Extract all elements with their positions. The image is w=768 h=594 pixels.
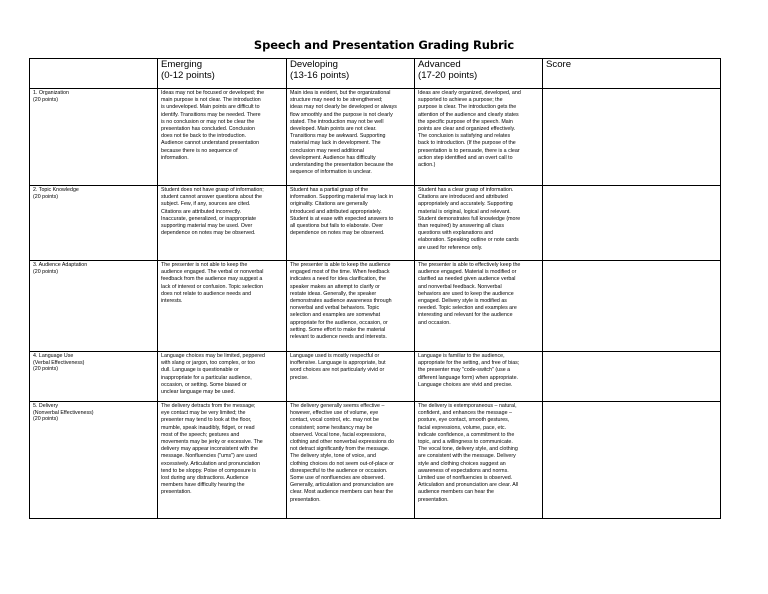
cell-text-line: confident, and enhances the message – bbox=[418, 410, 512, 417]
header-emerging-range: (0-12 points) bbox=[161, 69, 215, 81]
cell-text-line: engaged. Delivery style is modified as bbox=[418, 298, 507, 305]
cell-text-line: the specific purpose of the speech. Main bbox=[418, 118, 513, 125]
cell-text-line: observed. Vocal tone, facial expressions, bbox=[290, 431, 386, 438]
cell-text-line: demonstrates audience awareness through bbox=[290, 298, 392, 305]
header-advanced bbox=[415, 59, 543, 89]
developing-cell bbox=[287, 352, 415, 402]
score-cell[interactable] bbox=[543, 89, 721, 186]
cell-text-line: The delivery style, tone of voice, and bbox=[290, 453, 376, 460]
developing-cell bbox=[287, 402, 415, 519]
cell-text-line: Language choices may be limited, peppered bbox=[161, 353, 265, 359]
cell-text-line: ideas may not clearly be developed or always bbox=[290, 104, 397, 111]
cell-text-line: are consistent with the message. Delivery bbox=[418, 453, 516, 460]
cell-text-line: main purpose is not clear. The introduction bbox=[161, 97, 261, 104]
cell-text-line: (Verbal Effectiveness) bbox=[33, 359, 85, 366]
cell-text-line: conclusion may need additional bbox=[290, 147, 364, 154]
cell-text-line: different language form) when appropriate. bbox=[418, 374, 519, 381]
cell-text-line: indicates a need for idea clarification, the bbox=[290, 276, 386, 283]
rubric-row bbox=[30, 402, 721, 519]
cell-text-line: attention of the audience and clearly states bbox=[418, 111, 519, 118]
cell-text-line: unclear language may be used. bbox=[161, 389, 235, 396]
cell-text-line: Transitions may be awkward. Supporting bbox=[290, 133, 386, 140]
cell-text-line: message. Nonfluencies ("ums") are used bbox=[161, 453, 257, 460]
cell-text-line: elaboration. Speaking outline or note cards bbox=[418, 237, 519, 244]
cell-text-line: material may lack in development. The bbox=[290, 140, 381, 147]
cell-text-line: 5. Delivery bbox=[33, 403, 59, 409]
cell-text-line: presenter may tend to look at the floor, bbox=[161, 417, 252, 424]
score-cell[interactable] bbox=[543, 186, 721, 261]
cell-text-line: excessively. Articulation and pronunciation bbox=[161, 460, 261, 467]
cell-text-line: clarified as needed given audience verbal bbox=[418, 276, 516, 283]
cell-text-line: Main idea is evident, but the organizational bbox=[290, 90, 391, 96]
header-developing bbox=[287, 59, 415, 89]
cell-text-line: 1. Organization bbox=[33, 90, 69, 96]
emerging-cell bbox=[158, 402, 287, 519]
cell-text-line: however, effective use of volume, eye bbox=[290, 410, 379, 417]
advanced-cell bbox=[415, 89, 543, 186]
cell-text-line: student cannot answer questions about the bbox=[161, 194, 263, 201]
cell-text-line: 3. Audience Adaptation bbox=[33, 262, 88, 268]
cell-text-line: nonverbal and verbal behaviors. Topic bbox=[290, 305, 380, 312]
developing-cell bbox=[287, 261, 415, 352]
cell-text-line: (20 points) bbox=[33, 366, 59, 372]
cell-text-line: setting. Some effort to make the material bbox=[290, 326, 386, 333]
cell-text-line: Student has a clear grasp of information. bbox=[418, 187, 514, 193]
cell-text-line: the presenter may "code-switch" (use a bbox=[418, 367, 511, 374]
cell-text-line: Limited use of nonfluencies is observed. bbox=[418, 475, 513, 482]
cell-text-line: purpose is clear. The introduction gets the bbox=[418, 104, 517, 111]
score-cell[interactable] bbox=[543, 261, 721, 352]
cell-text-line: Generally, articulation and pronunciation are bbox=[290, 482, 394, 489]
emerging-cell bbox=[158, 186, 287, 261]
cell-text-line: delivery may appear inconsistent with the bbox=[161, 446, 258, 453]
cell-text-line: dependence on notes may be observed. bbox=[161, 230, 256, 237]
cell-text-line: Language used is mostly respectful or bbox=[290, 353, 380, 359]
cell-text-line: points are clear and organized effectively. bbox=[418, 126, 516, 133]
cell-text-line: dull. Language is questionable or bbox=[161, 367, 239, 374]
emerging-cell bbox=[158, 89, 287, 186]
cell-text-line: Inaccurate, generalized, or inappropriate bbox=[161, 215, 257, 222]
cell-text-line: posture, eye contact, smooth gestures, bbox=[418, 417, 510, 424]
cell-text-line: Student does not have grasp of information; bbox=[161, 187, 264, 193]
developing-cell bbox=[287, 89, 415, 186]
cell-text-line: presentation has concluded. Conclusion bbox=[161, 126, 255, 133]
cell-text-line: presentation. bbox=[418, 496, 449, 503]
cell-text-line: clear. Most audience members can hear the bbox=[290, 489, 394, 496]
cell-text-line: all questions but fails to elaborate. Over bbox=[290, 223, 384, 230]
cell-text-line: The delivery detracts from the message; bbox=[161, 403, 256, 409]
header-advanced-label: Advanced bbox=[418, 59, 461, 70]
cell-text-line: appropriate for the audience, occasion, or bbox=[290, 319, 388, 326]
cell-text-line: engaged most of the time. When feedback bbox=[290, 269, 390, 276]
cell-text-line: is no conclusion or may not be clear the bbox=[161, 118, 255, 125]
cell-text-line: and occasion. bbox=[418, 319, 451, 326]
cell-text-line: members have difficulty hearing the bbox=[161, 482, 245, 489]
cell-text-line: indicate confidence, a commitment to the bbox=[418, 431, 515, 438]
cell-text-line: (20 points) bbox=[33, 193, 59, 200]
cell-text-line: inoffensive. Language is appropriate, but bbox=[290, 360, 386, 367]
cell-text-line: occasion, or setting. Some biased or bbox=[161, 381, 247, 388]
cell-text-line: lack of interest or confusion. Topic selection bbox=[161, 283, 264, 290]
cell-text-line: (20 points) bbox=[33, 96, 59, 103]
cell-text-line: back to introduction. (If the purpose of the bbox=[418, 140, 516, 147]
emerging-cell bbox=[158, 261, 287, 352]
score-cell[interactable] bbox=[543, 352, 721, 402]
cell-text-line: disrespectful to the audience or occasion. bbox=[290, 467, 388, 474]
cell-text-line: understanding the presentation because the bbox=[290, 162, 394, 169]
cell-text-line: dependence on notes may be observed. bbox=[290, 230, 385, 237]
cell-text-line: because there is no sequence of bbox=[161, 147, 238, 154]
cell-text-line: The conclusion is satisfying and relates bbox=[418, 133, 511, 140]
cell-text-line: information. bbox=[161, 154, 189, 161]
header-row bbox=[30, 59, 721, 89]
cell-text-line: originality. Citations are generally bbox=[290, 201, 368, 208]
cell-text-line: word choices are not particularly vivid or bbox=[290, 367, 385, 374]
cell-text-line: are used for reference only. bbox=[418, 244, 483, 251]
cell-text-line: Language choices are vivid and precise. bbox=[418, 381, 513, 388]
cell-text-line: 4. Language Use bbox=[33, 353, 74, 359]
cell-text-line: questions with explanations and bbox=[418, 230, 494, 237]
cell-text-line: subject. Few, if any, sources are cited. bbox=[161, 201, 251, 208]
cell-text-line: flow smoothly and the purpose is not clearly bbox=[290, 111, 393, 118]
cell-text-line: does not relate to audience needs and bbox=[161, 290, 252, 297]
score-cell[interactable] bbox=[543, 402, 721, 519]
cell-text-line: does not tie back to the introduction. bbox=[161, 133, 247, 140]
cell-text-line: speaker makes an attempt to clarify or bbox=[290, 283, 380, 290]
cell-text-line: not detract significantly from the message. bbox=[290, 446, 390, 453]
cell-text-line: inappropriate for a particular audience, bbox=[161, 374, 252, 381]
cell-text-line: action step identified and an overt call to bbox=[418, 154, 513, 161]
header-developing-range: (13-16 points) bbox=[290, 69, 350, 81]
cell-text-line: Ideas may not be focused or developed; the bbox=[161, 90, 265, 96]
header-criteria bbox=[30, 59, 158, 89]
cell-text-line: is undeveloped. Main points are difficult to bbox=[161, 104, 260, 111]
emerging-cell bbox=[158, 352, 287, 402]
cell-text-line: presentation. bbox=[161, 489, 192, 496]
cell-text-line: audience engaged. The verbal or nonverbal bbox=[161, 269, 264, 276]
cell-text-line: action.) bbox=[418, 162, 436, 169]
cell-text-line: Citations are introduced and attributed bbox=[418, 194, 508, 201]
criterion-cell bbox=[30, 89, 158, 186]
cell-text-line: tend to be sloppy. Poise of composure is bbox=[161, 467, 257, 474]
cell-text-line: feedback from the audience may suggest a bbox=[161, 276, 263, 283]
cell-text-line: Student demonstrates full knowledge (more bbox=[418, 215, 521, 222]
cell-text-line: material is original, logical and relevant. bbox=[418, 208, 511, 215]
cell-text-line: style and clothing choices suggest an bbox=[418, 460, 506, 467]
criterion-cell bbox=[30, 352, 158, 402]
header-score bbox=[543, 59, 721, 89]
cell-text-line: interests. bbox=[161, 298, 183, 305]
rubric-row bbox=[30, 261, 721, 352]
header-score-label: Score bbox=[546, 59, 572, 70]
cell-text-line: clothing and other nonverbal expressions do bbox=[290, 439, 394, 446]
cell-text-line: Student has a partial grasp of the bbox=[290, 187, 369, 193]
cell-text-line: The presenter is able to effectively keep the bbox=[418, 262, 521, 268]
cell-text-line: introduced and attributed appropriately. bbox=[290, 208, 382, 215]
cell-text-line: with slang or jargon, too complex, or too bbox=[161, 360, 255, 367]
cell-text-line: and nonverbal feedback. Nonverbal bbox=[418, 283, 502, 290]
cell-text-line: movements may be jerky or excessive. The bbox=[161, 439, 263, 446]
cell-text-line: Student is at ease with expected answers to bbox=[290, 215, 394, 222]
cell-text-line: The delivery generally seems effective – bbox=[290, 403, 385, 409]
rubric-row bbox=[30, 89, 721, 186]
cell-text-line: appropriately and accurately. Supporting bbox=[418, 201, 513, 208]
cell-text-line: topic, and a willingness to communicate. bbox=[418, 439, 513, 446]
advanced-cell bbox=[415, 186, 543, 261]
cell-text-line: selection and examples are somewhat bbox=[290, 312, 381, 319]
header-developing-label: Developing bbox=[290, 59, 339, 70]
cell-text-line: behaviors are used to keep the audience bbox=[418, 290, 514, 297]
cell-text-line: interesting and relevant for the audience bbox=[418, 312, 513, 319]
page-title: Speech and Presentation Grading Rubric bbox=[253, 38, 515, 52]
cell-text-line: (20 points) bbox=[33, 268, 59, 275]
rubric-row bbox=[30, 352, 721, 402]
cell-text-line: information. Supporting material may lack in bbox=[290, 194, 394, 201]
header-emerging-label: Emerging bbox=[161, 59, 203, 70]
criterion-cell bbox=[30, 402, 158, 519]
cell-text-line: relevant to audience needs and interests. bbox=[290, 334, 387, 341]
cell-text-line: consistent; some hesitancy may be bbox=[290, 424, 373, 431]
advanced-cell bbox=[415, 261, 543, 352]
cell-text-line: awareness of expectations and norms. bbox=[418, 467, 509, 474]
cell-text-line: development. Audience has difficulty bbox=[290, 154, 376, 161]
cell-text-line: The delivery is extemporaneous – natural, bbox=[418, 403, 517, 409]
cell-text-line: Articulation and pronunciation are clear. All bbox=[418, 482, 519, 489]
cell-text-line: stated. The introduction may not be well bbox=[290, 118, 384, 125]
header-emerging bbox=[158, 59, 287, 89]
cell-text-line: clothing choices do not seem out-of-place or bbox=[290, 460, 394, 467]
cell-text-line: mumble, speak inaudibly, fidget, or read bbox=[161, 424, 255, 431]
criterion-cell bbox=[30, 186, 158, 261]
cell-text-line: supporting material may be used. Over bbox=[161, 223, 253, 230]
cell-text-line: most of the speech; gestures and bbox=[161, 431, 240, 438]
cell-text-line: presentation. bbox=[290, 496, 321, 503]
cell-text-line: Audience cannot understand presentation bbox=[161, 140, 260, 147]
cell-text-line: lost during any distractions. Audience bbox=[161, 475, 249, 482]
rubric-table bbox=[29, 58, 721, 519]
cell-text-line: eye contact may be very limited; the bbox=[161, 410, 246, 417]
cell-text-line: identify. Transitions may be needed. There bbox=[161, 111, 261, 118]
cell-text-line: sequence of information is unclear. bbox=[290, 169, 372, 176]
cell-text-line: presentation is to persuade, there is a clear bbox=[418, 147, 520, 154]
cell-text-line: audience members can hear the bbox=[418, 489, 494, 496]
rubric-row bbox=[30, 186, 721, 261]
cell-text-line: The presenter is able to keep the audience bbox=[290, 262, 391, 268]
advanced-cell bbox=[415, 352, 543, 402]
cell-text-line: precise. bbox=[290, 374, 309, 381]
cell-text-line: The vocal tone, delivery style, and clothing bbox=[418, 446, 518, 453]
cell-text-line: developed. Main points are not clear. bbox=[290, 126, 377, 133]
cell-text-line: supported to achieve a purpose; the bbox=[418, 97, 503, 104]
cell-text-line: The presenter is not able to keep the bbox=[161, 262, 248, 268]
cell-text-line: Citations are attributed incorrectly. bbox=[161, 208, 241, 215]
cell-text-line: facial expressions, volume, pace, etc. bbox=[418, 424, 507, 431]
cell-text-line: (Nonverbal Effectiveness) bbox=[33, 409, 94, 416]
cell-text-line: Ideas are clearly organized, developed, and bbox=[418, 90, 521, 96]
cell-text-line: 2. Topic Knowledge bbox=[33, 187, 79, 193]
cell-text-line: Language is familiar to the audience, bbox=[418, 353, 505, 359]
cell-text-line: needed. Topic selection and examples are bbox=[418, 305, 517, 312]
cell-text-line: than required) by answering all class bbox=[418, 223, 504, 230]
cell-text-line: audience engaged. Material is modified or bbox=[418, 269, 517, 276]
cell-text-line: (20 points) bbox=[33, 416, 59, 422]
cell-text-line: Some use of nonfluencies are observed. bbox=[290, 475, 385, 482]
cell-text-line: structure may need to be strengthened; bbox=[290, 97, 383, 104]
cell-text-line: restate ideas. Generally, the speaker bbox=[290, 290, 377, 297]
developing-cell bbox=[287, 186, 415, 261]
advanced-cell bbox=[415, 402, 543, 519]
cell-text-line: appropriate for the setting, and free of bias; bbox=[418, 360, 520, 367]
criterion-cell bbox=[30, 261, 158, 352]
header-advanced-range: (17-20 points) bbox=[418, 69, 478, 81]
cell-text-line: contact, vocal control, etc. may not be bbox=[290, 417, 379, 424]
